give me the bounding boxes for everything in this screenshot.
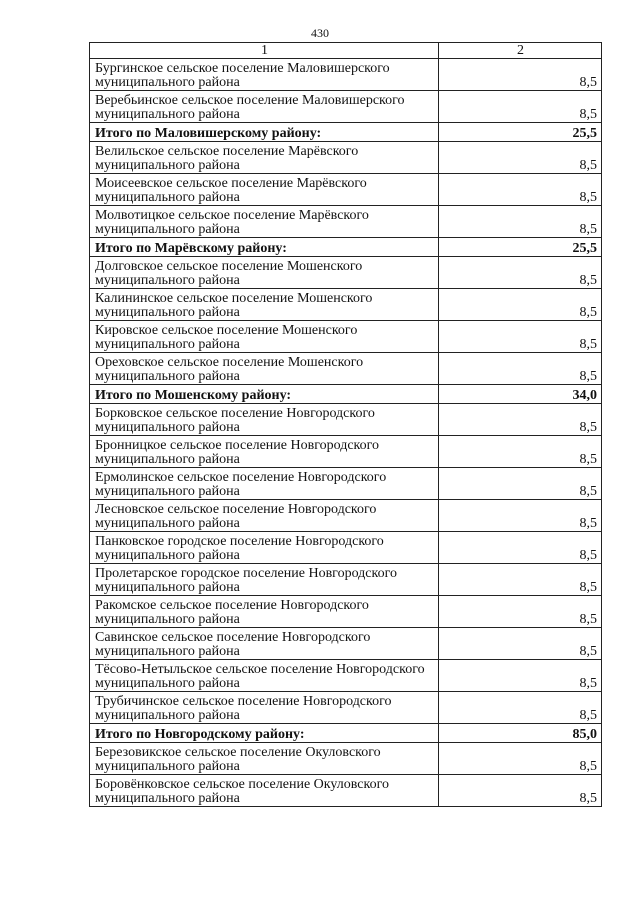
total-row [90,724,602,743]
table-row [90,321,602,353]
settlement-value: 8,5 [439,174,602,206]
table-row [90,59,602,91]
settlement-name: Лесновское сельское поселение Новгородского муниципального района [90,500,439,532]
table-row [90,660,602,692]
settlement-name: Молвотицкое сельское поселение Марёвского муниципального района [90,206,439,238]
settlement-name: Пролетарское городское поселение Новгородского муниципального района [90,564,439,596]
settlement-name: Веребьинское сельское поселение Маловишерского муниципального района [90,91,439,123]
table-row [90,775,602,807]
table-row [90,468,602,500]
settlement-name: Бургинское сельское поселение Маловишерского муниципального района [90,59,439,91]
column-header-1: 1 [90,43,439,59]
settlement-value: 8,5 [439,628,602,660]
table-row [90,532,602,564]
table-row [90,257,602,289]
table-row [90,174,602,206]
total-value: 25,5 [439,123,602,142]
settlement-name: Калининское сельское поселение Мошенского муниципального района [90,289,439,321]
total-row [90,238,602,257]
allocation-table [89,42,602,807]
table-row [90,743,602,775]
settlement-value: 8,5 [439,436,602,468]
settlement-value: 8,5 [439,91,602,123]
settlement-value: 8,5 [439,564,602,596]
settlement-name: Трубичинское сельское поселение Новгородского муниципального района [90,692,439,724]
table-row [90,596,602,628]
total-value: 34,0 [439,385,602,404]
settlement-name: Моисеевское сельское поселение Марёвского муниципального района [90,174,439,206]
table-header-row [90,43,602,59]
page-number: 430 [311,26,329,40]
total-row [90,385,602,404]
total-label: Итого по Марёвскому району: [90,238,439,257]
settlement-name: Ермолинское сельское поселение Новгородского муниципального района [90,468,439,500]
settlement-value: 8,5 [439,206,602,238]
settlement-value: 8,5 [439,743,602,775]
table-body [90,59,602,807]
settlement-name: Савинское сельское поселение Новгородского муниципального района [90,628,439,660]
settlement-name: Бронницкое сельское поселение Новгородского муниципального района [90,436,439,468]
total-label: Итого по Новгородскому району: [90,724,439,743]
total-label: Итого по Мошенскому району: [90,385,439,404]
column-header-2: 2 [439,43,602,59]
settlement-value: 8,5 [439,596,602,628]
settlement-value: 8,5 [439,59,602,91]
settlement-value: 8,5 [439,468,602,500]
table-row [90,500,602,532]
settlement-value: 8,5 [439,321,602,353]
table-row [90,692,602,724]
table-row [90,289,602,321]
settlement-name: Ракомское сельское поселение Новгородского муниципального района [90,596,439,628]
settlement-value: 8,5 [439,353,602,385]
total-value: 85,0 [439,724,602,743]
settlement-name: Велильское сельское поселение Марёвского муниципального района [90,142,439,174]
settlement-value: 8,5 [439,142,602,174]
total-row [90,123,602,142]
settlement-name: Панковское городское поселение Новгородского муниципального района [90,532,439,564]
table-row [90,142,602,174]
settlement-value: 8,5 [439,289,602,321]
settlement-name: Борковское сельское поселение Новгородского муниципального района [90,404,439,436]
table-row [90,564,602,596]
settlement-value: 8,5 [439,257,602,289]
settlement-name: Боровёнковское сельское поселение Окуловского муниципального района [90,775,439,807]
settlement-value: 8,5 [439,660,602,692]
table-row [90,404,602,436]
settlement-name: Березовикское сельское поселение Окуловского муниципального района [90,743,439,775]
table-row [90,436,602,468]
settlement-value: 8,5 [439,500,602,532]
settlement-value: 8,5 [439,775,602,807]
settlement-value: 8,5 [439,532,602,564]
table-row [90,206,602,238]
total-value: 25,5 [439,238,602,257]
table-row [90,353,602,385]
table-row [90,91,602,123]
total-label: Итого по Маловишерскому району: [90,123,439,142]
settlement-name: Кировское сельское поселение Мошенского муниципального района [90,321,439,353]
settlement-value: 8,5 [439,404,602,436]
table-row [90,628,602,660]
settlement-name: Ореховское сельское поселение Мошенского муниципального района [90,353,439,385]
settlement-value: 8,5 [439,692,602,724]
settlement-name: Тёсово-Нетыльское сельское поселение Новгородского муниципального района [90,660,439,692]
settlement-name: Долговское сельское поселение Мошенского муниципального района [90,257,439,289]
